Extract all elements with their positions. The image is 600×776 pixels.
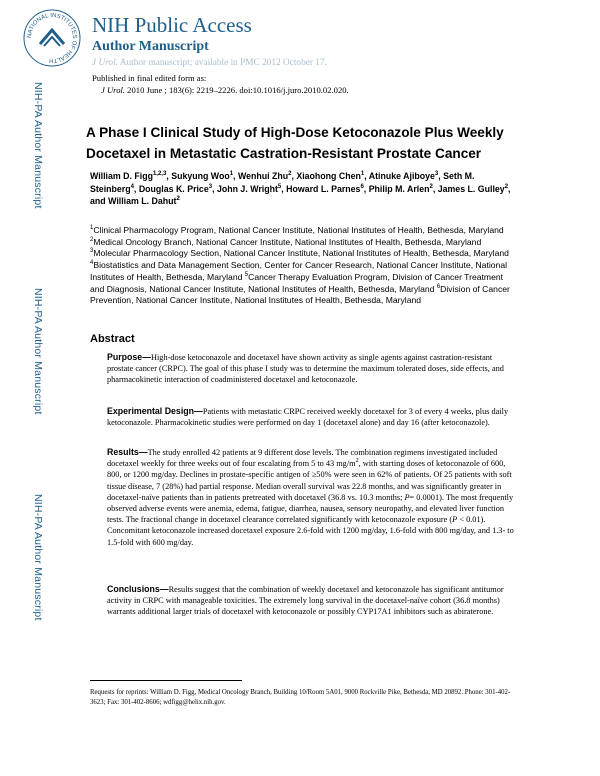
- purpose-text: High-dose ketoconazole and docetaxel have shown activity as single agents against castration-resistant prostate cancer (CRPC). The goal of this phase I study was to determine the maximum tolerated doses, side effects, and pharmacokinetic interaction of coadministered docetaxel and ketoconazole.: [107, 353, 504, 385]
- results-text: < 0.01). Concomitant ketoconazole increased docetaxel exposure 2.6-fold with 1200 mg/day, 1.6-fold with 800 mg/day, and 1.3- to 1.5-fold with 600 mg/day.: [107, 515, 514, 547]
- author-sup: 4: [130, 183, 134, 190]
- nih-logo-icon: [22, 8, 82, 68]
- p-value-symbol: P: [452, 515, 458, 525]
- and-word: and: [90, 196, 106, 206]
- affiliation-sup: 1: [90, 225, 94, 232]
- results-superscript: 2: [355, 458, 359, 465]
- conclusions-label: Conclusions—: [107, 584, 169, 594]
- header-subtitle: Author Manuscript: [92, 39, 209, 54]
- author-name: Douglas K. Price: [138, 183, 209, 194]
- results-text: , with starting doses of ketoconazole of 600, 800, or 1200 mg/day. Declines in prostate-specific antigen of ≥50% were seen in 62% of patients. Of 25 patients with soft tissue disease, 7 (28%) had partial response. Median overall survival was 22.8 months, and was significantly greater in docetaxel-naïve patients than in patients pretreated with docetaxel (36.8 vs. 10.3 months;: [107, 459, 512, 502]
- author-name: Atinuke Ajiboye: [368, 171, 435, 181]
- author-name: James L. Gulley: [437, 183, 505, 194]
- results-text: = 0.0001). The most frequently observed adverse events were anemia, edema, fatigue, diarrhea, nausea, sensory neuropathy, and elevated liver function tests. The fractional change in docetaxel clearance correlated significantly with ketoconazole exposure (: [107, 492, 514, 525]
- author-name: William L. Dahut: [108, 196, 177, 206]
- header-title: NIH Public Access: [92, 13, 252, 37]
- author-name: Xiaohong Chen: [296, 171, 361, 181]
- design-text: Patients with metastatic CRPC received weekly docetaxel for 3 of every 4 weeks, plus daily ketoconazole. Pharmacokinetic studies were performed on day 1 (docetaxel alone) and day 16 (after ketoconazole).: [107, 407, 509, 428]
- citation-details: 2010 June ; 183(6): 2219–2226. doi:10.1016/j.juro.2010.02.020.: [125, 85, 349, 95]
- author-name: Howard L. Parnes: [286, 183, 361, 194]
- author-sup: 3: [434, 171, 439, 178]
- affiliation: Cancer Therapy Evaluation Program, Division of Cancer Treatment and Diagnosis, National Cancer Institute, National Institutes of Health, Bethesda, Maryland: [90, 271, 504, 294]
- abstract-heading: Abstract: [90, 333, 135, 345]
- affiliation: Division of Cancer Prevention, National Cancer Institute, National Institutes of Health, Bethesda, Maryland: [90, 283, 510, 306]
- affiliation-sup: 4: [90, 260, 94, 267]
- author-list: William D. Figg$^{1,2,3}$, Sukyung Woo$^1$, Wenhui Zhu$^2$, Xiaohong Chen$^1$, Atinuke Ajiboye$^3$, Seth M. Steinberg$^4$, Douglas K. Price$^3$, John J. Wright$^5$, Howard L. Parnes$^6$, Philip M. Arlen$^2$, James L. Gulley$^2$, and William L. Dahut$^2$: [90, 171, 511, 206]
- side-label-top: NIH-PA Author Manuscript: [32, 82, 44, 209]
- affiliation-sup: 2: [90, 236, 94, 243]
- author-name: Sukyung Woo: [171, 171, 230, 181]
- citation-journal: J Urol.: [101, 85, 126, 95]
- citation: [101, 85, 349, 96]
- abstract-results: [107, 447, 517, 548]
- abstract-conclusions: [107, 584, 517, 618]
- header-availability-note: [92, 57, 327, 69]
- author-sup: 6: [360, 183, 364, 190]
- side-label-middle: NIH-PA Author Manuscript: [32, 288, 44, 415]
- author-sup: 2: [288, 171, 292, 178]
- conclusions-text: Results suggest that the combination of weekly docetaxel and ketoconazole has significant antitumor activity in CRPC with manageable toxicities. The extremely long survival in the docetaxel-naïve cohort (36.8 months) warrants additional larger trials of docetaxel with ketoconazole or possibly CYP17A1 inhibitors such as abiraterone.: [107, 585, 504, 617]
- design-label: Experimental Design—: [107, 406, 203, 416]
- logo-ring-textpath: NATIONAL INSTITUTES OF HEALTH: [26, 12, 78, 64]
- author-name: William D. Figg: [90, 171, 153, 181]
- article-title: A Phase I Clinical Study of High-Dose Ketoconazole Plus Weekly Docetaxel in Metastatic Castration-Resistant Prostate Cancer: [86, 125, 504, 161]
- author-sup: 1,2,3: [152, 171, 167, 178]
- author-sup: 2: [429, 183, 433, 190]
- affiliation-sup: 3: [90, 248, 94, 255]
- author-sup: 3: [208, 183, 213, 190]
- header-note-journal: J Urol.: [92, 58, 118, 68]
- author-sup: 1: [360, 171, 365, 178]
- author-name: John J. Wright: [216, 183, 278, 194]
- abstract-design: [107, 406, 517, 428]
- p-value-symbol: P: [404, 492, 410, 502]
- footnote: Requests for reprints: William D. Figg, Medical Oncology Branch, Building 10/Room 5A01, 9000 Rockville Pike, Bethesda, MD 20892. Phone: 301-402-3623; Fax: 301-402-8606; wdfigg@helix.nih.gov.: [90, 689, 511, 706]
- published-label: Published in final edited form as:: [92, 73, 207, 83]
- affiliation: Medical Oncology Branch, National Cancer Institute, National Institutes of Health, Bethesda, Maryland: [93, 236, 482, 247]
- side-label-bottom: NIH-PA Author Manuscript: [32, 494, 44, 621]
- affiliation: Biostatistics and Data Management Section, Center for Cancer Research, National Cancer Institute, National Institutes of Health, Bethesda, Maryland: [90, 260, 508, 282]
- purpose-label: Purpose—: [107, 352, 151, 362]
- affiliation-sup: 5: [244, 271, 249, 278]
- author-name: Wenhui Zhu: [237, 171, 289, 181]
- affiliations: [90, 225, 515, 307]
- affiliation-sup: 6: [436, 283, 441, 290]
- author-name: Seth M. Steinberg: [90, 171, 475, 194]
- author-sup: 1: [229, 171, 234, 178]
- author-name: Philip M. Arlen: [368, 183, 430, 194]
- results-label: Results—: [107, 447, 148, 457]
- footnote-divider: [90, 680, 242, 681]
- author-sup: 2: [504, 183, 509, 190]
- abstract-purpose: [107, 352, 517, 386]
- affiliation: Clinical Pharmacology Program, National Cancer Institute, National Institutes of Health, Bethesda, Maryland: [93, 225, 504, 235]
- affiliation: Molecular Pharmacology Section, National Cancer Institute, National Institutes of Health, Bethesda, Maryland: [93, 248, 509, 259]
- author-sup: 5: [277, 183, 282, 190]
- header-note-text: Author manuscript; available in PMC 2012 October 17.: [118, 58, 327, 68]
- results-text: The study enrolled 42 patients at 9 different dose levels. The combination regimens investigated included docetaxel weekly for three weeks out of four escalating from 5 to 43 mg/m: [107, 448, 498, 469]
- author-sup: 2: [176, 196, 180, 203]
